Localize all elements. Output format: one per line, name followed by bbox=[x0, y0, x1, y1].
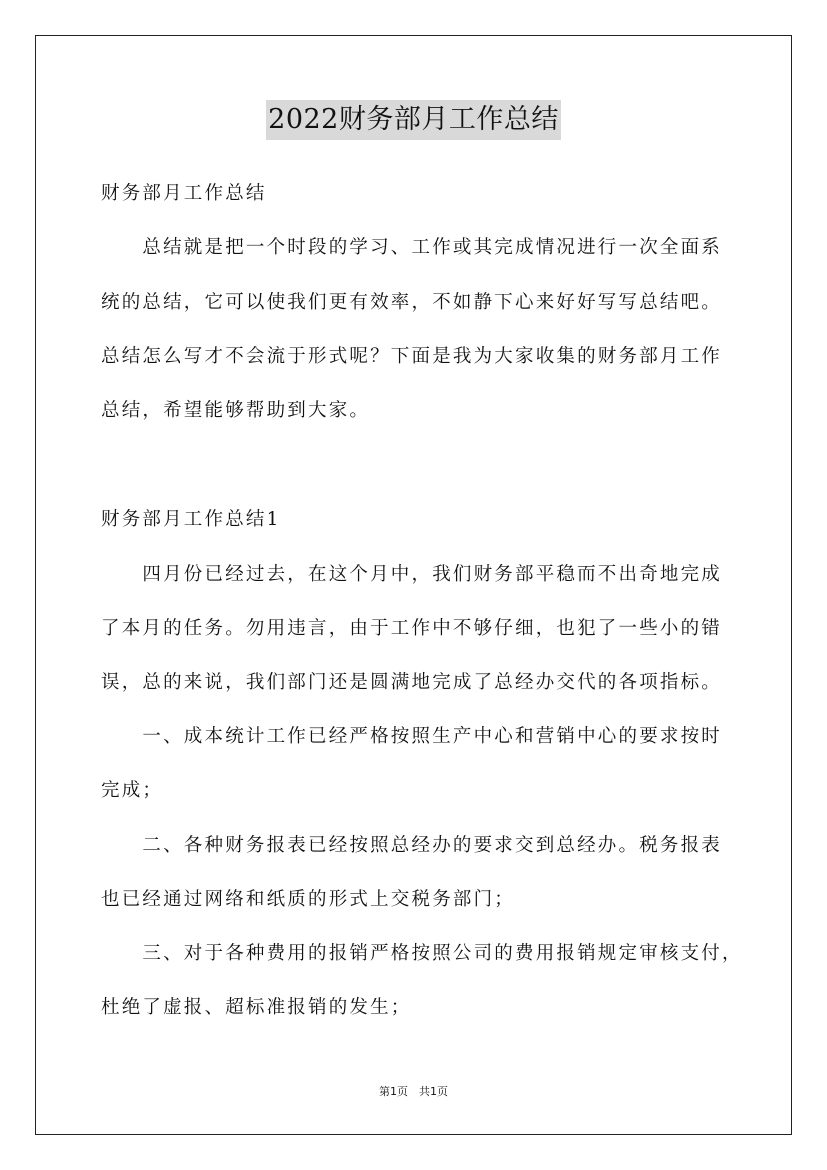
list-item-line: 三、对于各种费用的报销严格按照公司的费用报销规定审核支付， bbox=[101, 943, 743, 964]
list-item-line: 一、成本统计工作已经严格按照生产中心和营销中心的要求按时 bbox=[101, 726, 723, 747]
title-container bbox=[0, 100, 827, 140]
list-item-line: 完成； bbox=[101, 780, 164, 801]
list-item-line: 杜绝了虚报、超标准报销的发生； bbox=[101, 997, 412, 1018]
paragraph-line: 总结就是把一个时段的学习、工作或其完成情况进行一次全面系 bbox=[101, 237, 723, 258]
paragraph-line: 四月份已经过去，在这个月中，我们财务部平稳而不出奇地完成 bbox=[101, 564, 723, 585]
paragraph-line: 误，总的来说，我们部门还是圆满地完成了总经办交代的各项指标。 bbox=[101, 672, 723, 693]
page-number-footer: 第1页 共1页 bbox=[379, 1085, 448, 1098]
document-title: 2022财务部月工作总结 bbox=[266, 100, 561, 140]
paragraph-line: 总结怎么写才不会流于形式呢？下面是我为大家收集的财务部月工作 bbox=[101, 346, 723, 367]
paragraph-line: 了本月的任务。勿用违言，由于工作中不够仔细，也犯了一些小的错 bbox=[101, 618, 723, 639]
list-item-line: 也已经通过网络和纸质的形式上交税务部门； bbox=[101, 889, 516, 910]
paragraph-line: 统的总结，它可以使我们更有效率，不如静下心来好好写写总结吧。 bbox=[101, 292, 723, 313]
list-item-line: 二、各种财务报表已经按照总经办的要求交到总经办。税务报表 bbox=[101, 835, 723, 856]
section-heading: 财务部月工作总结1 bbox=[101, 509, 281, 530]
paragraph-line: 总结，希望能够帮助到大家。 bbox=[101, 400, 371, 421]
section-heading: 财务部月工作总结 bbox=[101, 183, 267, 204]
